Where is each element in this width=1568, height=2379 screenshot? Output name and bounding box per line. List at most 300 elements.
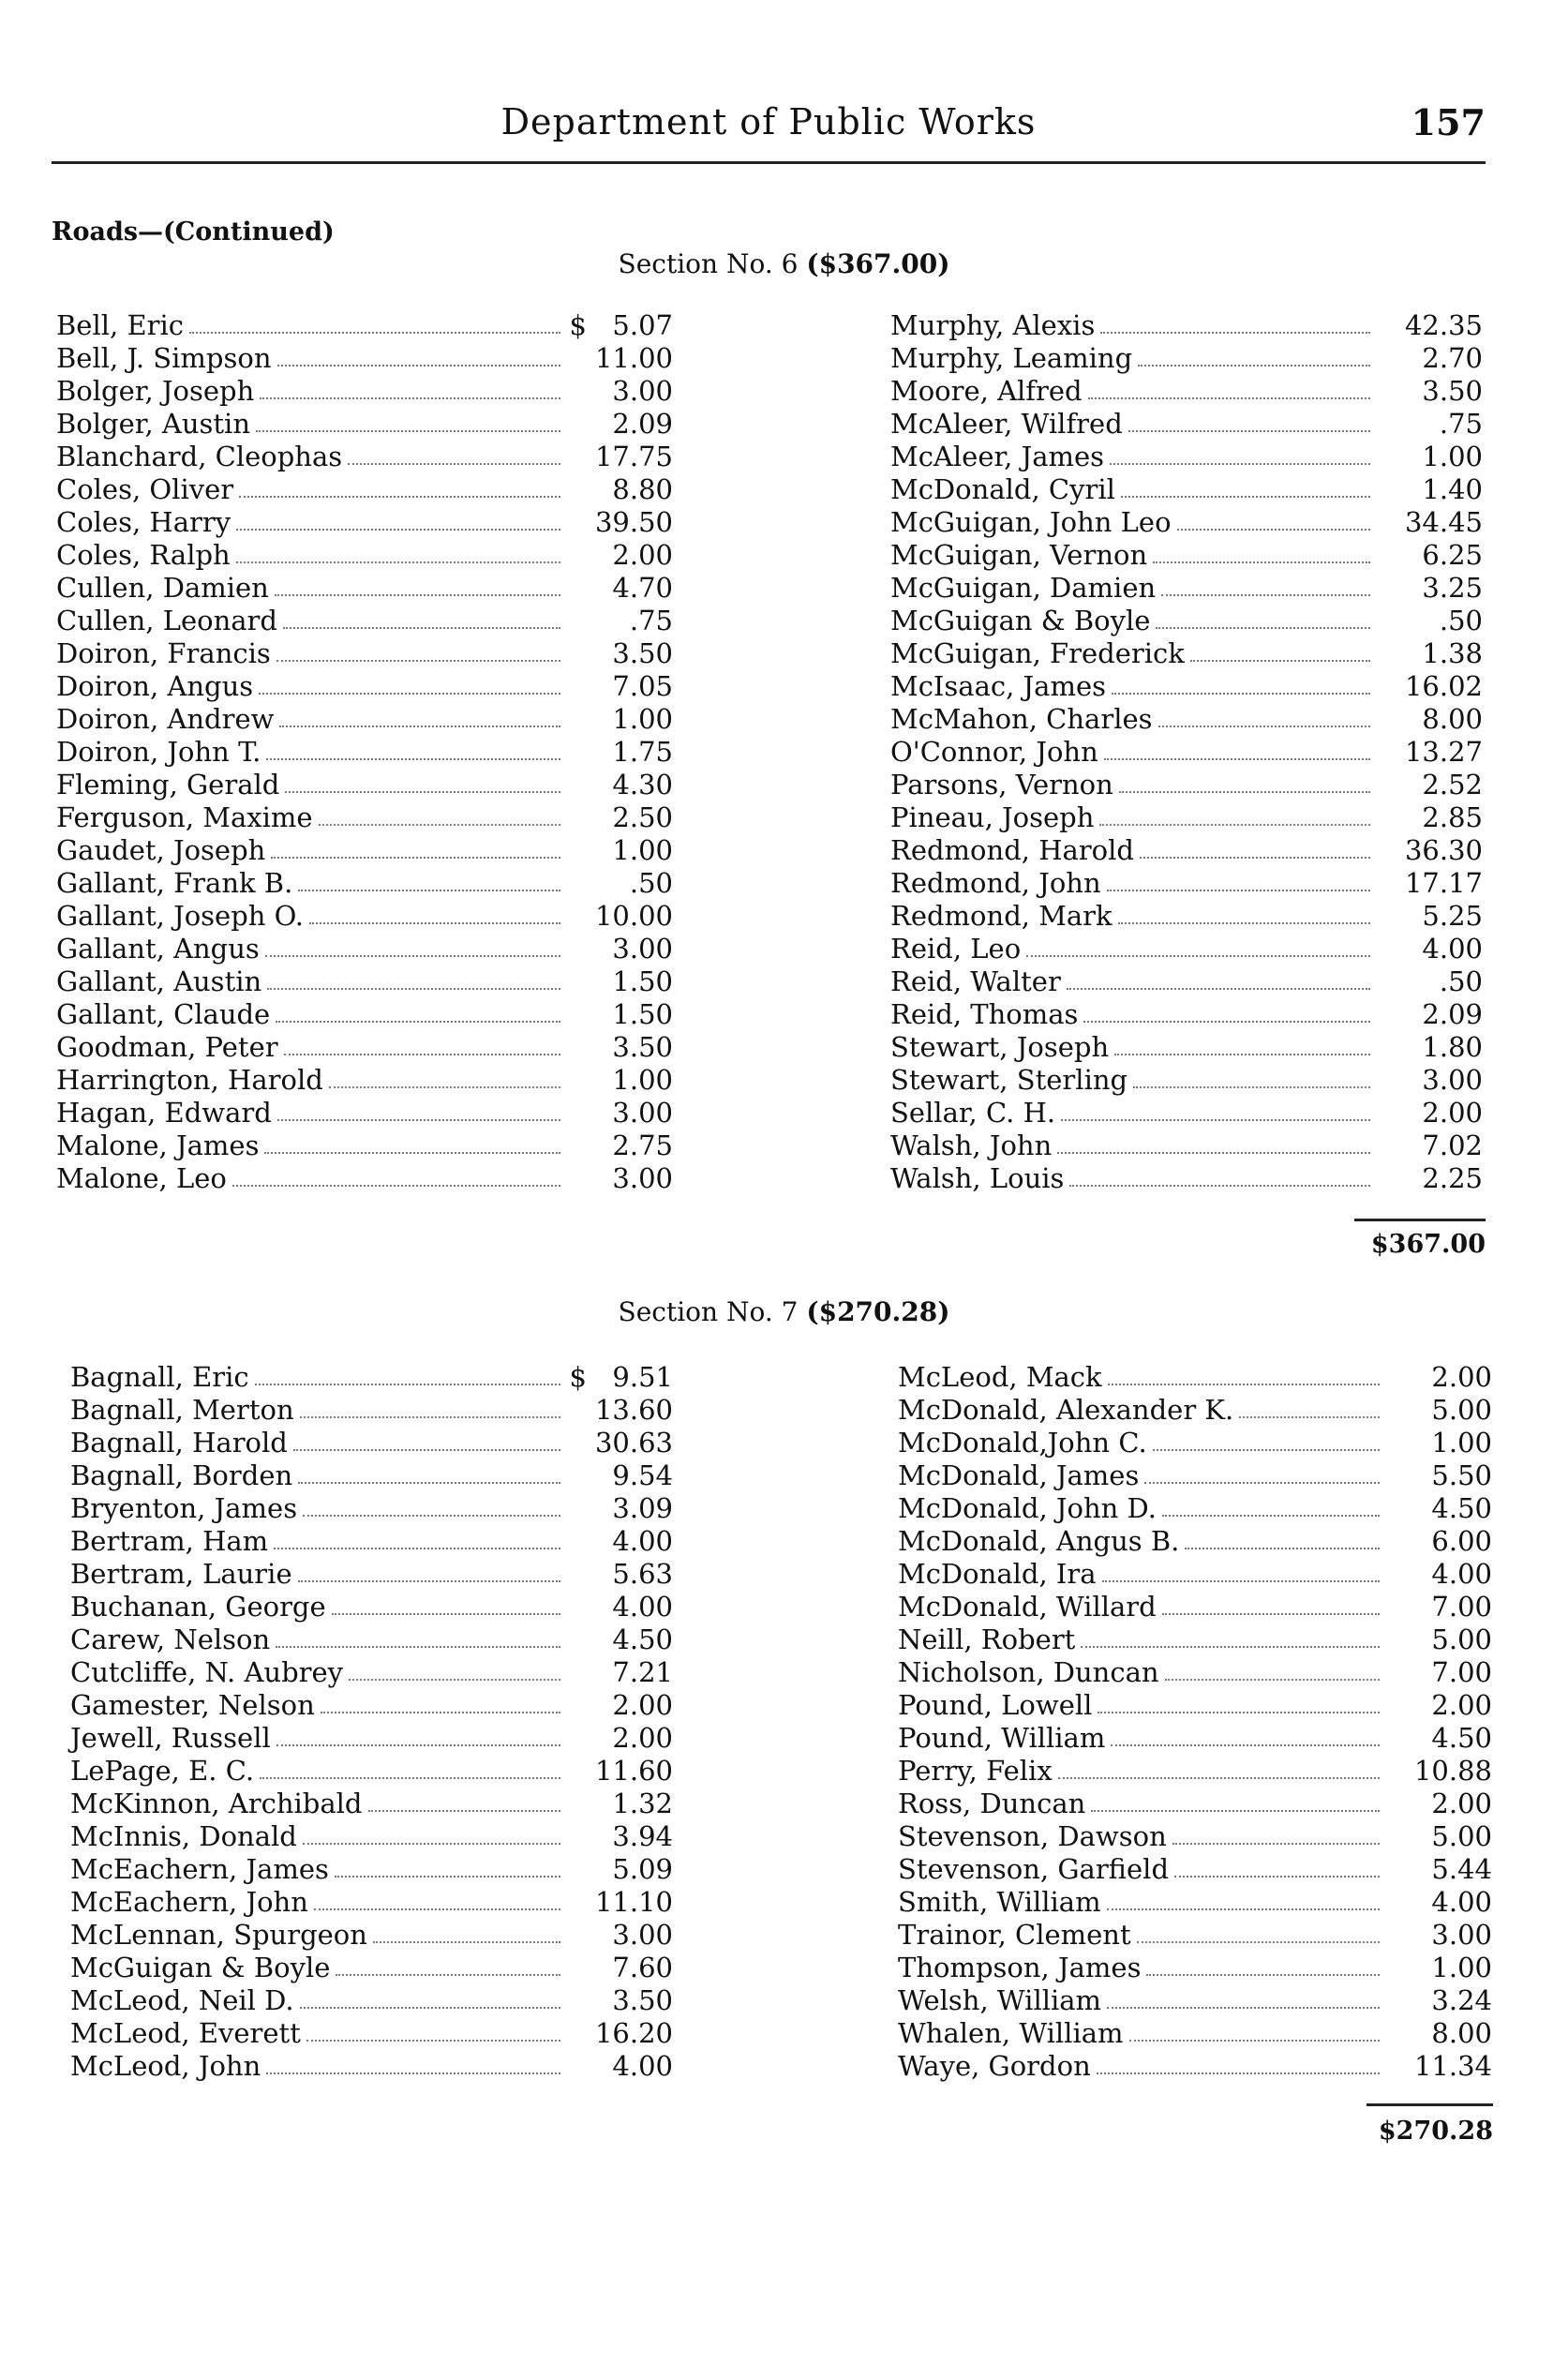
payment-amount: 2.70 bbox=[1422, 342, 1483, 374]
payee-name: Jewell, Russell bbox=[70, 1722, 271, 1754]
payment-amount: 2.25 bbox=[1422, 1162, 1483, 1194]
payee-name: Coles, Ralph bbox=[56, 539, 231, 571]
dot-leader bbox=[1118, 922, 1370, 924]
section-6-label: Section No. 6 bbox=[618, 248, 799, 279]
payment-amount: 17.17 bbox=[1404, 867, 1483, 899]
payment-amount: 1.32 bbox=[612, 1788, 673, 1819]
dot-leader bbox=[1107, 890, 1370, 891]
ledger-row bbox=[56, 1130, 673, 1162]
section-7-total-rule bbox=[1366, 2103, 1493, 2106]
payee-name: Malone, James bbox=[56, 1130, 260, 1161]
ledger-row bbox=[70, 1558, 673, 1591]
ledger-row bbox=[56, 1162, 673, 1195]
dot-leader bbox=[1140, 857, 1370, 859]
payee-name: Neill, Robert bbox=[898, 1623, 1076, 1655]
payee-name: Gallant, Frank B. bbox=[56, 867, 293, 899]
ledger-row bbox=[56, 375, 673, 408]
dot-leader bbox=[1138, 365, 1370, 367]
payment-amount: 1.00 bbox=[612, 834, 673, 866]
dot-leader bbox=[1083, 1021, 1370, 1023]
dot-leader bbox=[293, 1449, 560, 1451]
dot-leader bbox=[303, 1515, 560, 1517]
ledger-row bbox=[890, 670, 1483, 703]
payment-amount: 3.50 bbox=[612, 637, 673, 669]
ledger-row bbox=[890, 408, 1483, 441]
page-header bbox=[52, 96, 1486, 164]
payee-name: McGuigan, Vernon bbox=[890, 539, 1148, 571]
ledger-row bbox=[56, 506, 673, 539]
payment-amount: 8.80 bbox=[612, 473, 673, 505]
payee-name: Reid, Thomas bbox=[890, 998, 1079, 1030]
ledger-row bbox=[890, 703, 1483, 736]
payment-amount: 5.00 bbox=[1431, 1623, 1492, 1655]
ledger-row bbox=[56, 441, 673, 473]
payee-name: Nicholson, Duncan bbox=[898, 1656, 1159, 1688]
dot-leader bbox=[335, 1876, 560, 1878]
dot-leader bbox=[329, 1086, 560, 1088]
payee-name: McAleer, Wilfred bbox=[890, 408, 1123, 440]
payment-amount: 7.60 bbox=[612, 1952, 673, 1983]
payee-name: Walsh, Louis bbox=[890, 1162, 1065, 1194]
payee-name: Welsh, William bbox=[898, 1984, 1102, 2016]
payment-amount: 5.00 bbox=[1431, 1394, 1492, 1426]
payment-amount: 3.00 bbox=[612, 375, 673, 407]
section-6-heading bbox=[0, 248, 1568, 279]
payee-name: Stevenson, Dawson bbox=[898, 1820, 1167, 1852]
ledger-row bbox=[70, 1459, 673, 1492]
payee-name: Reid, Leo bbox=[890, 933, 1022, 965]
ledger-row bbox=[898, 1394, 1492, 1427]
ledger-row bbox=[890, 1130, 1483, 1162]
ledger-row bbox=[70, 1656, 673, 1689]
payment-amount: 4.00 bbox=[1431, 1886, 1492, 1918]
page-title: Department of Public Works bbox=[500, 101, 1037, 142]
ledger-row bbox=[56, 867, 673, 900]
ledger-row bbox=[56, 703, 673, 736]
payment-amount: 3.00 bbox=[1422, 1064, 1483, 1096]
dot-leader bbox=[1172, 1843, 1380, 1845]
payment-amount: 2.85 bbox=[1422, 801, 1483, 833]
payment-amount: 11.00 bbox=[594, 342, 673, 374]
payee-name: Bagnall, Harold bbox=[70, 1427, 288, 1459]
payment-amount: 2.75 bbox=[612, 1130, 673, 1161]
payment-amount: 3.00 bbox=[1431, 1919, 1492, 1951]
payment-amount: 4.50 bbox=[1431, 1722, 1492, 1754]
dot-leader bbox=[277, 365, 561, 367]
dot-leader bbox=[264, 1152, 560, 1154]
ledger-row bbox=[890, 375, 1483, 408]
dot-leader bbox=[189, 332, 560, 334]
payee-name: McAleer, James bbox=[890, 441, 1105, 472]
dot-leader bbox=[1144, 1482, 1380, 1484]
payment-amount: 1.80 bbox=[1422, 1031, 1483, 1063]
ledger-row bbox=[898, 1722, 1492, 1755]
payment-amount: 1.50 bbox=[612, 965, 673, 997]
payee-name: Sellar, C. H. bbox=[890, 1097, 1056, 1129]
payment-amount: .50 bbox=[1439, 965, 1483, 997]
payment-amount: 5.25 bbox=[1422, 900, 1483, 932]
payment-amount: 1.40 bbox=[1422, 473, 1483, 505]
ledger-row bbox=[898, 1952, 1492, 1984]
dot-leader bbox=[266, 2072, 560, 2074]
ledger-row bbox=[898, 1525, 1492, 1558]
ledger-row bbox=[898, 1361, 1492, 1394]
payment-amount: 8.00 bbox=[1422, 703, 1483, 735]
ledger-row bbox=[898, 1919, 1492, 1952]
payee-name: McDonald, Willard bbox=[898, 1591, 1157, 1623]
dot-leader bbox=[267, 988, 560, 990]
dot-leader bbox=[1162, 1613, 1380, 1615]
dollar-sign: $ bbox=[569, 1361, 587, 1393]
payment-amount: 11.34 bbox=[1413, 2050, 1492, 2082]
payee-name: McLeod, Everett bbox=[70, 2017, 301, 2049]
payment-amount: 6.00 bbox=[1431, 1525, 1492, 1557]
dot-leader bbox=[1061, 1119, 1370, 1121]
ledger-row bbox=[56, 473, 673, 506]
dot-leader bbox=[319, 824, 560, 826]
dot-leader bbox=[1177, 529, 1370, 531]
dot-leader bbox=[303, 1843, 560, 1845]
payment-amount: 16.20 bbox=[594, 2017, 673, 2049]
payment-amount: 36.30 bbox=[1404, 834, 1483, 866]
payment-amount: 4.00 bbox=[612, 1525, 673, 1557]
ledger-row bbox=[70, 2050, 673, 2083]
ledger-row bbox=[890, 900, 1483, 933]
payee-name: Bell, Eric bbox=[56, 309, 185, 341]
payment-amount: 4.00 bbox=[612, 2050, 673, 2082]
dot-leader bbox=[300, 1416, 560, 1418]
payee-name: Gaudet, Joseph bbox=[56, 834, 266, 866]
payment-amount: 11.10 bbox=[594, 1886, 673, 1918]
payment-amount: 3.00 bbox=[612, 933, 673, 965]
ledger-row bbox=[898, 2017, 1492, 2050]
payment-amount: 42.35 bbox=[1404, 309, 1483, 341]
payee-name: Bryenton, James bbox=[70, 1492, 298, 1524]
ledger-row bbox=[898, 1558, 1492, 1591]
payment-amount: 1.00 bbox=[1431, 1952, 1492, 1983]
payment-amount: 5.09 bbox=[612, 1853, 673, 1885]
dot-leader bbox=[1067, 988, 1370, 990]
payee-name: Walsh, John bbox=[890, 1130, 1053, 1161]
dot-leader bbox=[309, 922, 560, 924]
payment-amount: 2.00 bbox=[612, 539, 673, 571]
payee-name: McDonald, Alexander K. bbox=[898, 1394, 1234, 1426]
payment-amount: 3.94 bbox=[612, 1820, 673, 1852]
ledger-row bbox=[56, 965, 673, 998]
payment-amount: 2.00 bbox=[612, 1689, 673, 1721]
payee-name: McDonald, Cyril bbox=[890, 473, 1115, 505]
ledger-row bbox=[890, 769, 1483, 801]
dollar-sign: $ bbox=[569, 309, 587, 341]
dot-leader bbox=[1097, 2072, 1380, 2074]
payee-name: Fleming, Gerald bbox=[56, 769, 280, 800]
payment-amount: 2.00 bbox=[1422, 1097, 1483, 1129]
payment-amount: 1.75 bbox=[612, 736, 673, 768]
ledger-row bbox=[56, 539, 673, 572]
ledger-row bbox=[898, 1656, 1492, 1689]
payee-name: McGuigan, John Leo bbox=[890, 506, 1172, 538]
dot-leader bbox=[275, 594, 560, 596]
ledger-row bbox=[898, 1820, 1492, 1853]
dot-leader bbox=[276, 1646, 560, 1648]
payee-name: Bertram, Laurie bbox=[70, 1558, 292, 1590]
payee-name: O'Connor, John bbox=[890, 736, 1098, 768]
section-7-label: Section No. 7 bbox=[618, 1296, 799, 1327]
payee-name: Doiron, Andrew bbox=[56, 703, 275, 735]
ledger-row bbox=[70, 1820, 673, 1853]
payment-amount: 4.50 bbox=[612, 1623, 673, 1655]
dot-leader bbox=[276, 1744, 560, 1746]
section-7-left-column bbox=[70, 1361, 673, 2083]
dot-leader bbox=[1111, 1744, 1380, 1746]
dot-leader bbox=[314, 1908, 560, 1910]
ledger-row bbox=[898, 1427, 1492, 1459]
payee-name: Gallant, Claude bbox=[56, 998, 271, 1030]
dot-leader bbox=[1026, 955, 1370, 957]
dot-leader bbox=[332, 1613, 560, 1615]
payee-name: Smith, William bbox=[898, 1886, 1101, 1918]
ledger-row bbox=[70, 1788, 673, 1820]
payee-name: Ross, Duncan bbox=[898, 1788, 1086, 1819]
payment-amount: 4.30 bbox=[612, 769, 673, 800]
payee-name: McLennan, Spurgeon bbox=[70, 1919, 367, 1951]
payment-amount: 9.54 bbox=[612, 1459, 673, 1491]
payee-name: Pound, William bbox=[898, 1722, 1106, 1754]
dot-leader bbox=[1161, 594, 1370, 596]
payment-amount: 4.00 bbox=[1431, 1558, 1492, 1590]
ledger-row bbox=[56, 769, 673, 801]
dot-leader bbox=[236, 529, 560, 531]
payment-amount: 7.00 bbox=[1431, 1656, 1492, 1688]
payee-name: Buchanan, George bbox=[70, 1591, 326, 1623]
payment-amount: 7.00 bbox=[1431, 1591, 1492, 1623]
ledger-row bbox=[890, 506, 1483, 539]
payment-amount: 3.09 bbox=[612, 1492, 673, 1524]
payment-amount: 4.00 bbox=[1422, 933, 1483, 965]
payee-name: Coles, Oliver bbox=[56, 473, 234, 505]
payee-name: McGuigan & Boyle bbox=[70, 1952, 331, 1983]
payment-amount: 3.50 bbox=[612, 1031, 673, 1063]
payee-name: Waye, Gordon bbox=[898, 2050, 1091, 2082]
payment-amount: .75 bbox=[1439, 408, 1483, 440]
dot-leader bbox=[260, 397, 560, 399]
payee-name: McDonald,John C. bbox=[898, 1427, 1147, 1459]
dot-leader bbox=[260, 1777, 560, 1779]
payment-amount: 7.05 bbox=[612, 670, 673, 702]
dot-leader bbox=[336, 1974, 560, 1976]
dot-leader bbox=[1069, 1185, 1370, 1187]
ledger-row bbox=[890, 965, 1483, 998]
payee-name: McDonald, James bbox=[898, 1459, 1140, 1491]
payee-name: Redmond, Harold bbox=[890, 834, 1134, 866]
payee-name: Gallant, Joseph O. bbox=[56, 900, 304, 932]
payee-name: Pineau, Joseph bbox=[890, 801, 1095, 833]
ledger-row bbox=[890, 1097, 1483, 1130]
dot-leader bbox=[1100, 332, 1370, 334]
ledger-row bbox=[56, 342, 673, 375]
dot-leader bbox=[368, 1810, 561, 1812]
ledger-row bbox=[890, 736, 1483, 769]
payee-name: Bagnall, Merton bbox=[70, 1394, 294, 1426]
ledger-row bbox=[56, 1031, 673, 1064]
ledger-row bbox=[70, 1623, 673, 1656]
ledger-row bbox=[70, 1591, 673, 1623]
payee-name: Reid, Walter bbox=[890, 965, 1061, 997]
payment-amount: 2.09 bbox=[1422, 998, 1483, 1030]
payee-name: Bell, J. Simpson bbox=[56, 342, 272, 374]
payee-name: McLeod, Neil D. bbox=[70, 1984, 294, 2016]
ledger-row bbox=[898, 1591, 1492, 1623]
dot-leader bbox=[300, 2007, 560, 2009]
dot-leader bbox=[1137, 1941, 1380, 1943]
dot-leader bbox=[1099, 824, 1370, 826]
ledger-row bbox=[898, 1886, 1492, 1919]
payment-amount: 2.50 bbox=[612, 801, 673, 833]
payment-amount: 5.07 bbox=[612, 309, 673, 341]
payment-amount: 7.02 bbox=[1422, 1130, 1483, 1161]
payee-name: Stewart, Sterling bbox=[890, 1064, 1128, 1096]
ledger-row bbox=[56, 605, 673, 637]
payment-amount: 3.25 bbox=[1422, 572, 1483, 604]
dot-leader bbox=[1102, 1580, 1381, 1582]
ledger-row bbox=[70, 1427, 673, 1459]
section-7-heading bbox=[0, 1296, 1568, 1327]
payee-name: Doiron, Francis bbox=[56, 637, 271, 669]
payment-amount: 3.50 bbox=[612, 1984, 673, 2016]
payment-amount: 17.75 bbox=[594, 441, 673, 472]
payee-name: Goodman, Peter bbox=[56, 1031, 278, 1063]
payment-amount: 5.00 bbox=[1431, 1820, 1492, 1852]
payment-amount: 7.21 bbox=[612, 1656, 673, 1688]
payee-name: Murphy, Leaming bbox=[890, 342, 1133, 374]
payment-amount: .50 bbox=[1439, 605, 1483, 636]
payment-amount: 2.00 bbox=[1431, 1788, 1492, 1819]
payment-amount: 3.00 bbox=[612, 1162, 673, 1194]
ledger-row bbox=[890, 1064, 1483, 1097]
payment-amount: 5.44 bbox=[1431, 1853, 1492, 1885]
dot-leader bbox=[1121, 496, 1370, 498]
dot-leader bbox=[298, 1482, 560, 1484]
dot-leader bbox=[1081, 1646, 1380, 1648]
payee-name: Redmond, Mark bbox=[890, 900, 1113, 932]
payment-amount: 11.60 bbox=[594, 1755, 673, 1787]
dot-leader bbox=[239, 496, 560, 498]
dot-leader bbox=[276, 1021, 560, 1023]
ledger-row bbox=[890, 867, 1483, 900]
dot-leader bbox=[1146, 1974, 1380, 1976]
ledger-row bbox=[70, 2017, 673, 2050]
dot-leader bbox=[1058, 1777, 1380, 1779]
ledger-row bbox=[56, 834, 673, 867]
payee-name: Gallant, Angus bbox=[56, 933, 260, 965]
payee-name: Bagnall, Borden bbox=[70, 1459, 293, 1491]
payment-amount: 2.52 bbox=[1422, 769, 1483, 800]
ledger-row bbox=[70, 1525, 673, 1558]
payee-name: Malone, Leo bbox=[56, 1162, 227, 1194]
payment-amount: .75 bbox=[629, 605, 673, 636]
payee-name: McGuigan, Damien bbox=[890, 572, 1157, 604]
ledger-row bbox=[56, 637, 673, 670]
dot-leader bbox=[1112, 693, 1370, 695]
ledger-row bbox=[890, 342, 1483, 375]
dot-leader bbox=[284, 1054, 560, 1055]
payee-name: Pound, Lowell bbox=[898, 1689, 1093, 1721]
ledger-row bbox=[56, 933, 673, 965]
ledger-row bbox=[56, 1064, 673, 1097]
payment-amount: 2.00 bbox=[612, 1722, 673, 1754]
ledger-row bbox=[70, 1722, 673, 1755]
payee-name: McKinnon, Archibald bbox=[70, 1788, 363, 1819]
payment-amount: 3.00 bbox=[612, 1919, 673, 1951]
ledger-row bbox=[890, 473, 1483, 506]
payment-amount: 4.50 bbox=[1431, 1492, 1492, 1524]
payee-name: Carew, Nelson bbox=[70, 1623, 271, 1655]
dot-leader bbox=[1185, 1548, 1380, 1549]
ledger-row bbox=[70, 1984, 673, 2017]
payee-name: McDonald, John D. bbox=[898, 1492, 1157, 1524]
section-7-amount: ($270.28) bbox=[806, 1296, 950, 1327]
dot-leader bbox=[274, 1548, 560, 1549]
payee-name: McIsaac, James bbox=[890, 670, 1106, 702]
dot-leader bbox=[277, 1119, 560, 1121]
dot-leader bbox=[306, 2040, 560, 2042]
payee-name: Bolger, Joseph bbox=[56, 375, 255, 407]
payee-name: Bertram, Ham bbox=[70, 1525, 269, 1557]
payment-amount: 8.00 bbox=[1431, 2017, 1492, 2049]
dot-leader bbox=[298, 890, 560, 891]
payment-amount: 3.00 bbox=[612, 1097, 673, 1129]
dot-leader bbox=[1108, 1384, 1380, 1385]
ledger-row bbox=[890, 998, 1483, 1031]
ledger-row bbox=[898, 1853, 1492, 1886]
dot-leader bbox=[298, 1580, 560, 1582]
ledger-row bbox=[890, 539, 1483, 572]
ledger-row bbox=[898, 1689, 1492, 1722]
ledger-row bbox=[898, 1755, 1492, 1788]
payment-amount: 9.51 bbox=[612, 1361, 673, 1393]
payee-name: Bolger, Austin bbox=[56, 408, 250, 440]
section-6-right-column bbox=[890, 309, 1483, 1195]
dot-leader bbox=[255, 1384, 560, 1385]
dot-leader bbox=[279, 726, 560, 727]
ledger-row bbox=[890, 933, 1483, 965]
ledger-row bbox=[890, 605, 1483, 637]
dot-leader bbox=[1098, 1712, 1380, 1713]
payee-name: McInnis, Donald bbox=[70, 1820, 297, 1852]
payment-amount: 2.00 bbox=[1431, 1361, 1492, 1393]
ledger-row bbox=[70, 1919, 673, 1952]
payee-name: McDonald, Ira bbox=[898, 1558, 1097, 1590]
dot-leader bbox=[271, 857, 560, 859]
payment-amount: 1.38 bbox=[1422, 637, 1483, 669]
payment-amount: 16.02 bbox=[1404, 670, 1483, 702]
payee-name: McEachern, James bbox=[70, 1853, 329, 1885]
payment-amount: 5.50 bbox=[1431, 1459, 1492, 1491]
payee-name: Perry, Felix bbox=[898, 1755, 1053, 1787]
payee-name: LePage, E. C. bbox=[70, 1755, 255, 1787]
payment-amount: 34.45 bbox=[1404, 506, 1483, 538]
payee-name: McLeod, John bbox=[70, 2050, 261, 2082]
ledger-row bbox=[890, 1031, 1483, 1064]
payment-amount: 30.63 bbox=[594, 1427, 673, 1459]
section-7-total: $270.28 bbox=[1378, 2117, 1493, 2146]
payment-amount: 1.00 bbox=[1431, 1427, 1492, 1459]
dot-leader bbox=[1128, 430, 1370, 432]
payee-name: McLeod, Mack bbox=[898, 1361, 1102, 1393]
ledger-row bbox=[898, 1984, 1492, 2017]
payee-name: Stewart, Joseph bbox=[890, 1031, 1110, 1063]
payment-amount: 10.00 bbox=[594, 900, 673, 932]
